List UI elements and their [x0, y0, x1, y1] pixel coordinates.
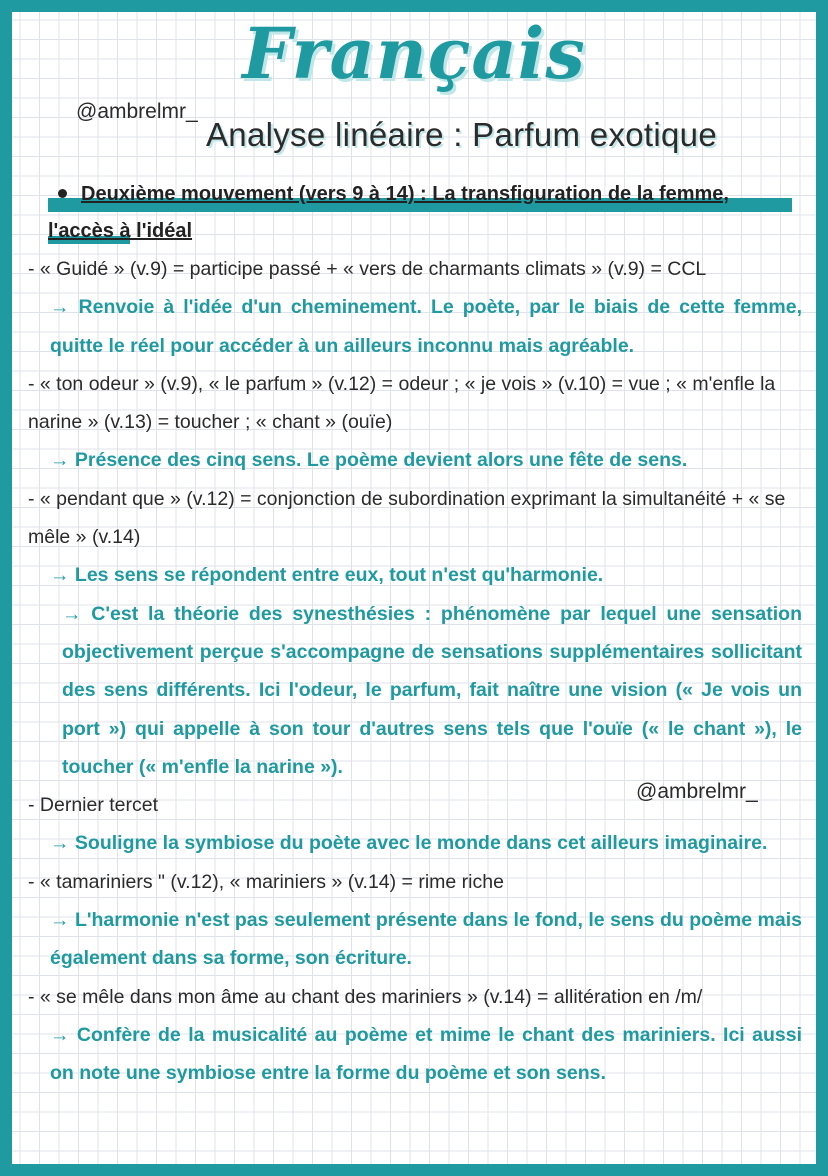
note-line: - Dernier tercet [28, 794, 159, 817]
note-line: - « pendant que » (v.12) = conjonction de subordination exprimant la simultanéité + « se mêle » (v.14) [28, 487, 786, 549]
note-line: - « se mêle dans mon âme au chant des mariniers » (v.14) = allitération en /m/ [28, 985, 703, 1008]
notes-content [28, 250, 802, 1093]
section-heading [48, 176, 796, 250]
section-heading-text: Deuxième mouvement (vers 9 à 14) : La transfiguration de la femme, l'accès à l'idéal [48, 183, 729, 242]
note-arrow: → Souligne la symbiose du poète avec le monde dans cet ailleurs imaginaire. [50, 832, 768, 855]
note-line: - « ton odeur » (v.9), « le parfum » (v.12) = odeur ; « je vois » (v.10) = vue ; « m'enfle la narine » (v.13) = toucher ; « chant » (ouïe) [28, 372, 776, 434]
bullet-icon [58, 189, 67, 198]
note-line: - « tamariniers " (v.12), « mariniers » (v.14) = rime riche [28, 870, 504, 893]
author-handle-mid: @ambrelmr_ [636, 780, 758, 803]
author-handle-top: @ambrelmr_ [76, 100, 198, 123]
note-line: - « Guidé » (v.9) = participe passé + « vers de charmants climats » (v.9) = CCL [28, 258, 707, 280]
page-subtitle: Analyse linéaire : Parfum exotique [206, 116, 717, 153]
note-arrow: → Présence des cinq sens. Le poème devient alors une fête de sens. [50, 449, 688, 472]
note-arrow: → Renvoie à l'idée d'un cheminement. Le poète, par le biais de cette femme, quitte le réel pour accéder à un ailleurs inconnu mais agréable. [50, 296, 802, 357]
note-arrow: → L'harmonie n'est pas seulement présente dans le fond, le sens du poème mais également dans sa forme, son écriture. [50, 909, 802, 970]
note-arrow: → Confère de la musicalité au poème et mime le chant des mariniers. Ici aussi on note une symbiose entre la forme du poème et son sens. [50, 1023, 802, 1085]
note-arrow: → C'est la théorie des synesthésies : phénomène par lequel une sensation objectivement perçue s'accompagne de sensations supplémentaires sollicitant des sens différents. Ici l'odeur, le parfum, fait naître une vision (« Je vois un port ») qui appelle à son tour d'autres sens tels que l'ouïe (« le chant »), le toucher (« m'enfle la narine »). [62, 602, 802, 778]
page-title: Français [242, 12, 586, 95]
note-arrow: → Les sens se répondent entre eux, tout n'est qu'harmonie. [50, 564, 604, 587]
